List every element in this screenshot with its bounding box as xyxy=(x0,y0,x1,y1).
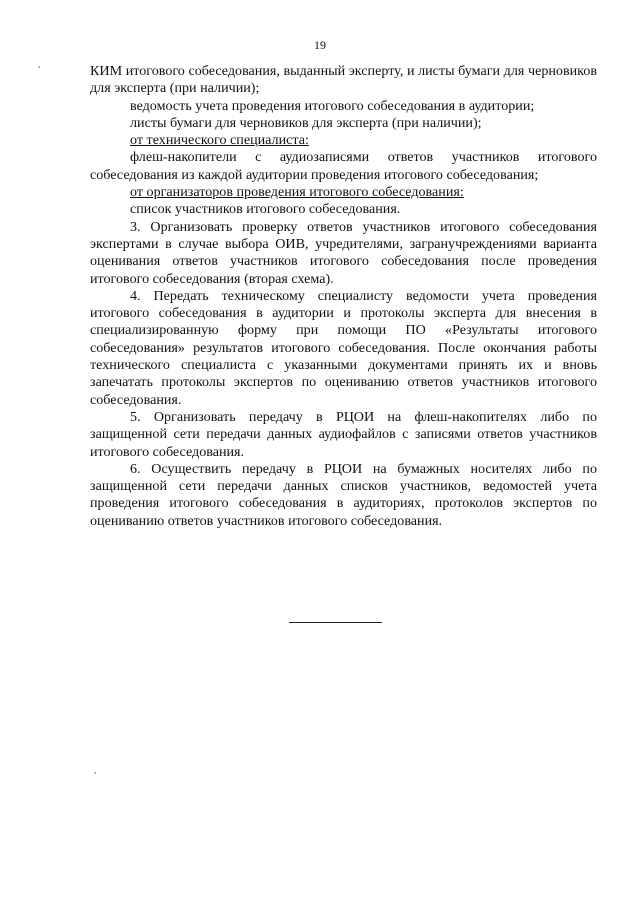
paragraph-flash-drives: флеш-накопители с аудиозаписями ответов участников итогового собеседования из каждой аудитории проведения итогового собеседования; xyxy=(90,149,597,183)
paragraph-from-organizers-heading xyxy=(90,184,597,201)
heading-from-organizers: от организаторов проведения итогового собеседования: xyxy=(130,184,464,201)
paragraph-item-6: 6. Осуществить передачу в РЦОИ на бумажных носителях либо по защищенной сети передачи данных списков участников, ведомостей учета проведения итогового собеседования в аудиториях, протоколов экспертов по оцениванию ответов участников итогового собеседования. xyxy=(90,460,597,529)
paragraph-item-4: 4. Передать техническому специалисту ведомости учета проведения итогового собеседования в аудитории и протоколы эксперта для внесения в специализированную форму при помощи ПО «Результаты итогового собеседования» результатов итогового собеседования. После окончания работы технического специалиста с указанными документами принять их и вновь запечатать протоколы экспертов по оцениванию ответов участников итогового собеседования. xyxy=(90,287,597,408)
document-body xyxy=(90,63,597,530)
paragraph-draft-sheets: листы бумаги для черновиков для эксперта (при наличии); xyxy=(130,114,482,131)
paragraph-from-tech-specialist-heading xyxy=(90,132,597,149)
paragraph-item-5: 5. Организовать передачу в РЦОИ на флеш-накопителях либо по защищенной сети передачи данных аудиофайлов с записями ответов участников итогового собеседования. xyxy=(90,408,597,460)
heading-from-tech-specialist: от технического специалиста: xyxy=(130,132,309,149)
closing-rule xyxy=(289,622,382,623)
paragraph-attendance-sheet: ведомость учета проведения итогового собеседования в аудитории; xyxy=(130,97,535,114)
page-number: 19 xyxy=(314,38,326,52)
scan-speck xyxy=(94,772,96,774)
paragraph-item-3: 3. Организовать проверку ответов участников итогового собеседования экспертами в случае выбора ОИВ, учредителями, загранучреждениями варианта оценивания ответов участников итогового собеседования после проведения итогового собеседования (вторая схема). xyxy=(90,218,597,287)
paragraph-participant-list: список участников итогового собеседования. xyxy=(130,201,401,218)
paragraph-kim-materials: КИМ итогового собеседования, выданный эксперту, и листы бумаги для черновиков для эксперта (при наличии); xyxy=(90,63,597,97)
scan-speck xyxy=(38,66,40,68)
